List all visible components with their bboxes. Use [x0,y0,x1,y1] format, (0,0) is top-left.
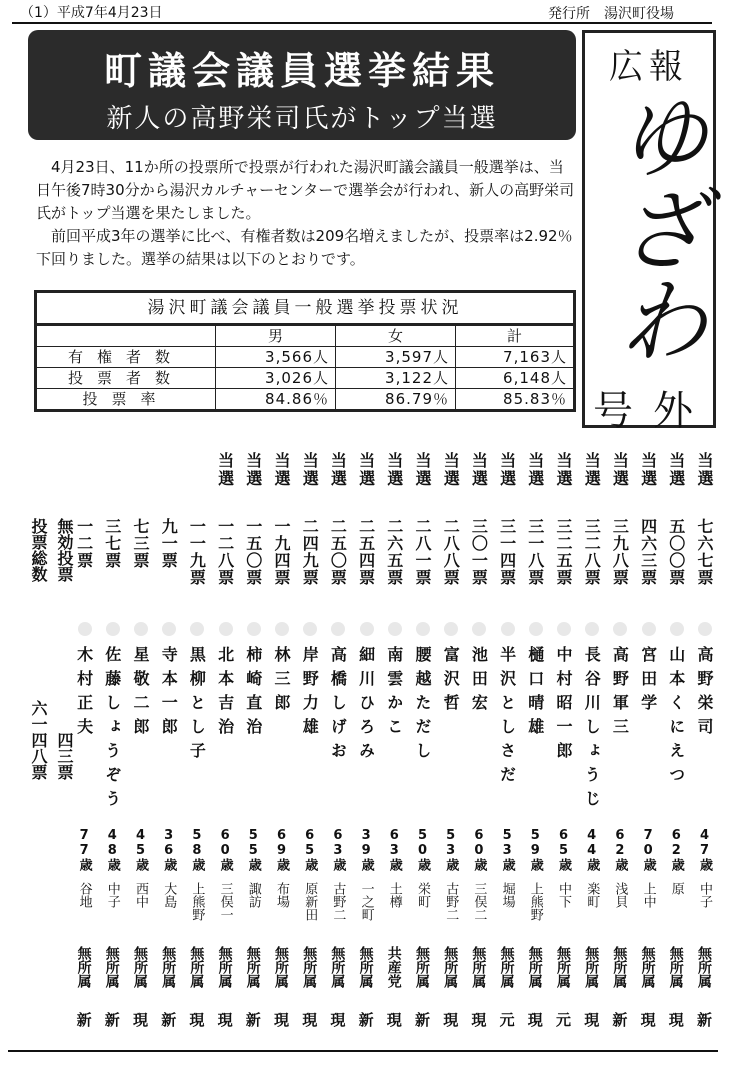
candidate-column [579,446,607,1042]
candidate-area: 大島 [161,882,177,908]
candidate-party: 無所属 [667,946,684,988]
candidate-age: 45歳 [133,828,148,871]
turnout-row-label: 投票者数 [37,367,215,388]
candidate-type: 現 [469,1012,488,1027]
candidate-name: 黒柳とし子 [187,646,207,766]
bullet-dot [106,622,120,636]
candidate-votes: 三二五票 [554,518,573,586]
turnout-row-label: 有権者数 [37,346,215,367]
candidate-votes: 二五四票 [356,518,376,586]
candidate-name: 腰越ただし [413,646,432,766]
turnout-table-grid [37,325,573,409]
candidate-type: 元 [554,1012,572,1027]
candidate-votes: 三九八票 [610,518,630,586]
candidate-status: 当選 [356,452,376,488]
candidate-age: 69歳 [274,828,289,871]
headline-subtitle: 新人の高野栄司氏がトップ当選 [106,104,498,134]
candidate-status: 当選 [666,452,686,488]
candidate-area: 谷地 [76,882,92,908]
candidate-age: 39歳 [358,828,374,871]
candidate-name: 山本くにえつ [666,646,686,790]
bullet-dot [360,622,374,636]
candidate-party: 無所属 [526,946,543,988]
candidate-age: 77歳 [76,828,92,871]
candidate-type: 新 [413,1012,431,1027]
candidate-column [438,446,466,1042]
candidate-age: 44歳 [584,828,600,871]
candidate-type: 現 [215,1012,234,1027]
candidate-type: 現 [384,1012,403,1027]
candidate-status: 当選 [582,452,602,488]
candidate-age: 55歳 [245,828,261,871]
candidate-age: 48歳 [104,828,120,871]
candidate-party: 無所属 [611,946,628,988]
candidate-party: 無所属 [273,946,289,988]
candidate-area: 堀場 [499,882,515,908]
intro-paragraph-2: 前回平成3年の選挙に比べ、有権者数は209名増えましたが、投票率は2.92％下回りました。選挙の結果は以下のとおりです。 [36,227,573,268]
candidate-party: 無所属 [470,946,487,988]
bullet-dot [472,622,486,636]
candidate-votes: 二八一票 [413,518,432,586]
candidate-type: 元 [497,1012,516,1027]
candidate-votes: 一五〇票 [243,518,263,586]
candidate-party: 無所属 [442,946,459,988]
bullet-dot [78,622,92,636]
candidate-name: 富沢哲 [441,646,461,718]
bullet-dot [162,622,176,636]
candidate-name: 高野軍三 [610,646,630,742]
candidate-name: 細川ひろみ [356,646,376,766]
bullet-dot [585,622,599,636]
candidate-party: 無所属 [583,946,600,988]
turnout-header-cell [37,325,215,346]
candidate-party: 無所属 [244,946,261,988]
candidate-type: 現 [638,1012,657,1027]
candidate-column [692,446,720,1042]
candidate-type: 現 [272,1012,290,1027]
turnout-cell: 84.86％ [215,388,335,409]
turnout-header-cell: 男 [215,325,335,346]
candidate-column [325,446,353,1042]
candidate-age: 65歳 [302,828,318,871]
candidate-status: 当選 [215,452,235,488]
candidate-type: 新 [356,1012,375,1027]
footer-rule [8,1050,718,1052]
candidate-votes: 三一八票 [525,518,545,586]
candidate-area: 上熊野 [189,882,205,921]
candidate-votes: 一一九票 [187,518,207,586]
masthead-kouhou: 広報 [609,47,689,87]
candidate-votes: 七六七票 [695,518,714,586]
candidate-area: 上中 [640,882,656,908]
candidate-name: 岸野力雄 [300,646,320,742]
candidate-column [269,446,297,1042]
candidate-type: 現 [582,1012,601,1027]
candidate-age: 53歳 [443,828,459,871]
candidate-name: 北本吉治 [215,646,235,742]
candidate-name: 南雲かこ [384,646,404,742]
candidate-age: 62歳 [612,828,628,871]
candidate-party: 無所属 [555,946,571,988]
candidate-name: 寺本一郎 [159,646,179,742]
turnout-cell: 3,026人 [215,367,335,388]
turnout-cell: 6,148人 [455,367,573,388]
candidate-name: 柿崎直治 [243,646,263,742]
candidate-age: 36歳 [161,828,177,871]
candidate-age: 62歳 [668,828,684,871]
invalid-votes-value: 四三票 [55,732,74,780]
bullet-dot [642,622,656,636]
turnout-cell: 86.79％ [335,388,455,409]
bullet-dot [698,622,712,636]
turnout-cell: 3,122人 [335,367,455,388]
candidate-name: 長谷川しょうじ [582,646,602,814]
candidate-status: 当選 [272,452,291,488]
candidate-age: 53歳 [499,828,515,871]
candidate-column [297,446,325,1042]
header-rule [12,22,712,24]
candidate-column [241,446,269,1042]
candidate-age: 58歳 [189,828,205,871]
intro-text [36,156,576,271]
candidate-party: 無所属 [160,946,177,988]
bullet-dot [529,622,543,636]
masthead-logo: ゆざわ [602,89,709,365]
candidate-column [466,446,494,1042]
candidate-type: 現 [300,1012,319,1027]
bullet-dot [247,622,261,636]
candidate-votes: 九一票 [159,518,179,569]
bullet-dot [134,622,148,636]
candidate-name: 半沢としさだ [497,646,517,790]
candidate-votes: 四六三票 [638,518,658,586]
candidate-name: 星敬二郎 [131,646,150,742]
candidate-column [213,446,241,1042]
bullet-dot [670,622,684,636]
candidate-party: 無所属 [498,946,515,988]
candidate-area: 原 [668,882,684,895]
candidate-name: 木村正夫 [74,646,94,742]
candidate-column [72,446,100,1042]
candidate-type: 現 [525,1012,544,1027]
turnout-header-cell: 計 [455,325,573,346]
candidate-party: 無所属 [639,946,656,988]
candidate-column [184,446,212,1042]
candidate-age: 63歳 [330,828,346,871]
candidate-status: 当選 [525,452,545,488]
total-votes-value: 六一四八票 [29,700,48,780]
candidate-votes: 二四九票 [300,518,320,586]
candidate-party: 無所属 [75,946,92,988]
candidate-name: 佐藤しょうぞう [102,646,122,814]
candidate-area: 布場 [274,882,289,908]
candidate-type: 新 [695,1012,713,1027]
bullet-dot [331,622,345,636]
candidate-party: 無所属 [216,946,233,988]
candidate-area: 中下 [556,882,571,908]
candidate-type: 現 [187,1012,206,1027]
candidate-column [410,446,438,1042]
candidate-column [664,446,692,1042]
masthead-edition: 号外 [593,388,713,434]
candidate-votes: 二八八票 [441,518,461,586]
candidate-column [551,446,579,1042]
candidate-type: 新 [74,1012,93,1027]
bullet-dot [388,622,402,636]
candidate-type: 新 [159,1012,178,1027]
candidate-type: 新 [610,1012,629,1027]
candidate-type: 現 [666,1012,685,1027]
intro-paragraph-1: 4月23日、11か所の投票所で投票が行われた湯沢町議会議員一般選挙は、当日午後7時30分から湯沢カルチャーセンターで選挙会が行われ、新人の高野栄司氏がトップ当選を果たしました。 [36,158,575,222]
candidate-status: 当選 [413,452,432,488]
candidate-party: 無所属 [696,946,712,988]
turnout-header-cell: 女 [335,325,455,346]
candidate-name: 高野栄司 [695,646,714,742]
candidate-votes: 二五〇票 [328,518,348,586]
candidate-area: 原新田 [302,882,318,921]
candidate-area: 土樽 [386,882,402,908]
total-votes-label: 投票総数 [29,518,48,582]
bullet-dot [303,622,317,636]
candidate-party: 無所属 [188,946,205,988]
candidate-column [100,446,128,1042]
candidate-age: 70歳 [640,828,656,871]
candidate-area: 三俣一 [217,882,233,921]
candidate-name: 宮田学 [638,646,658,718]
masthead [582,30,716,434]
candidate-age: 47歳 [697,828,712,871]
issue-date: （1）平成7年4月23日 [20,5,163,21]
candidate-type: 新 [102,1012,121,1027]
invalid-votes-label: 無効投票 [55,518,74,582]
bullet-dot [444,622,458,636]
candidate-area: 栄町 [415,882,430,908]
candidate-name: 林三郎 [272,646,291,718]
candidate-status: 当選 [328,452,348,488]
bullet-dot [501,622,515,636]
candidate-party: 無所属 [329,946,346,988]
candidate-name: 中村昭一郎 [554,646,573,766]
bullet-dot [219,622,233,636]
candidate-area: 上熊野 [527,882,543,921]
candidate-status: 当選 [554,452,573,488]
candidate-votes: 二六五票 [384,518,404,586]
candidate-status: 当選 [300,452,320,488]
candidate-column [636,446,664,1042]
bullet-dot [190,622,204,636]
candidate-status: 当選 [243,452,263,488]
candidate-age: 65歳 [556,828,571,871]
candidate-area: 中子 [104,882,120,908]
candidate-party: 無所属 [301,946,318,988]
candidate-votes: 三二八票 [582,518,602,586]
candidate-votes: 三〇一票 [469,518,489,586]
candidate-status: 当選 [610,452,630,488]
candidate-status: 当選 [469,452,489,488]
candidate-type: 現 [328,1012,347,1027]
candidate-column [382,446,410,1042]
candidate-age: 59歳 [527,828,543,871]
candidate-party: 共産党 [385,946,402,988]
headline-banner [28,30,576,140]
headline-title: 町議会議員選挙結果 [103,48,500,93]
candidate-area: 楽町 [584,882,600,908]
candidate-column [128,446,156,1042]
bullet-dot [275,622,289,636]
candidate-area: 三俣二 [471,882,487,921]
candidate-area: 一之町 [358,882,374,921]
candidate-area: 諏訪 [245,882,261,908]
candidate-column [354,446,382,1042]
candidate-votes: 一二八票 [215,518,235,586]
candidate-column [523,446,551,1042]
candidate-party: 無所属 [103,946,120,988]
turnout-cell: 3,597人 [335,346,455,367]
candidate-area: 古野二 [443,882,459,921]
candidate-votes: 三一四票 [497,518,517,586]
candidate-age: 60歳 [471,828,487,871]
candidate-name: 池田宏 [469,646,489,718]
bullet-dot [613,622,627,636]
candidate-name: 高橋しげお [328,646,348,766]
candidate-votes: 五〇〇票 [666,518,686,586]
candidate-status: 当選 [695,452,714,488]
candidate-status: 当選 [497,452,517,488]
turnout-cell: 7,163人 [455,346,573,367]
candidate-status: 当選 [441,452,461,488]
candidate-votes: 七三票 [131,518,150,569]
candidate-column [607,446,635,1042]
candidate-votes: 三七票 [102,518,122,569]
turnout-cell: 85.83％ [455,388,573,409]
candidate-age: 60歳 [217,828,233,871]
candidate-votes: 一九四票 [272,518,291,586]
candidate-type: 新 [243,1012,262,1027]
candidate-status: 当選 [638,452,658,488]
candidate-party: 無所属 [132,946,148,988]
candidate-area: 西中 [133,882,148,908]
candidate-column [156,446,184,1042]
candidate-type: 現 [441,1012,460,1027]
bullet-dot [557,622,571,636]
turnout-table [34,290,576,412]
candidate-status: 当選 [384,452,404,488]
candidate-column [495,446,523,1042]
turnout-row-label: 投票率 [37,388,215,409]
turnout-table-title: 湯沢町議会議員一般選挙投票状況 [37,293,573,325]
candidate-age: 63歳 [386,828,402,871]
candidate-age: 50歳 [415,828,430,871]
candidate-area: 浅貝 [612,882,628,908]
bullet-dot [416,622,430,636]
candidate-type: 現 [131,1012,149,1027]
candidate-party: 無所属 [414,946,430,988]
results-table [74,446,720,1042]
publisher: 発行所 湯沢町役場 [548,6,674,22]
candidate-area: 中子 [697,882,712,908]
candidate-name: 樋口晴雄 [525,646,545,742]
candidate-party: 無所属 [357,946,374,988]
turnout-cell: 3,566人 [215,346,335,367]
candidate-area: 古野二 [330,882,346,921]
candidate-votes: 一二票 [74,518,94,569]
